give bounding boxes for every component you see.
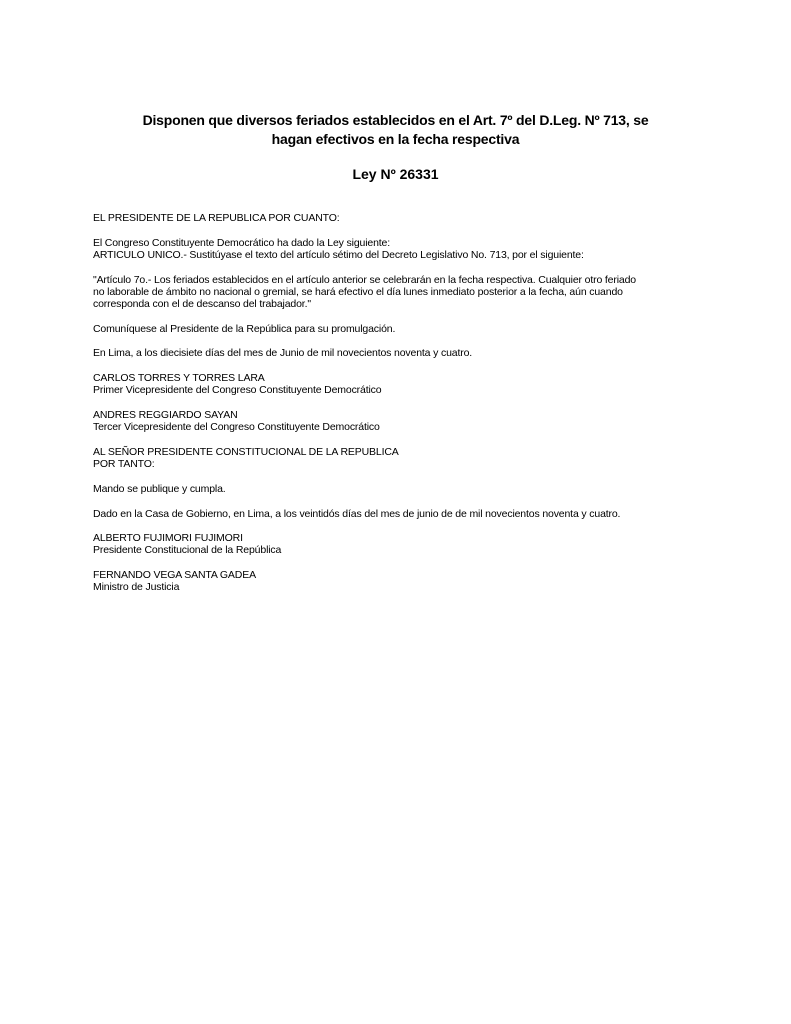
al-senor: AL SEÑOR PRESIDENTE CONSTITUCIONAL DE LA REPUBLICA xyxy=(93,445,399,458)
al-senor-block xyxy=(93,446,713,470)
por-tanto: POR TANTO: xyxy=(93,458,155,471)
signer-3-block xyxy=(93,532,713,556)
comuniquese-paragraph xyxy=(93,323,713,335)
signer-3-name: ALBERTO FUJIMORI FUJIMORI xyxy=(93,532,243,545)
signer-2-title: Tercer Vicepresidente del Congreso Constituyente Democrático xyxy=(93,421,380,434)
law-number: Ley Nº 26331 xyxy=(352,166,439,182)
comuniquese: Comuníquese al Presidente de la República para su promulgación. xyxy=(93,322,396,335)
dado-en-paragraph xyxy=(93,508,713,520)
document-body xyxy=(93,212,713,606)
quote-line-1: "Artículo 7o.- Los feriados establecidos en el artículo anterior se celebrarán en la fecha respectiva. Cualquier otro feriado xyxy=(93,273,636,286)
quote-line-3: corresponda con el de descanso del trabajador." xyxy=(93,298,311,311)
articulo-unico: ARTICULO UNICO.- Sustitúyase el texto del artículo sétimo del Decreto Legislativo No. 713, por el siguiente: xyxy=(93,248,584,261)
quote-line-2: no laborable de ámbito no nacional o gremial, se hará efectivo el día lunes inmediato posterior a la fecha, aún cuando xyxy=(93,285,623,298)
por-cuanto: EL PRESIDENTE DE LA REPUBLICA POR CUANTO: xyxy=(93,212,340,224)
signer-1-title: Primer Vicepresidente del Congreso Constituyente Democrático xyxy=(93,384,382,397)
ley-paragraph xyxy=(93,237,713,261)
por-cuanto-paragraph xyxy=(93,212,713,224)
dado-en: Dado en la Casa de Gobierno, en Lima, a los veintidós días del mes de junio de de mil novecientos noventa y cuatro. xyxy=(93,507,621,520)
lima-date: En Lima, a los diecisiete días del mes de Junio de mil novecientos noventa y cuatro. xyxy=(93,347,473,360)
lima-date-paragraph xyxy=(93,347,713,359)
signer-1-block xyxy=(93,372,713,396)
mando: Mando se publique y cumpla. xyxy=(93,482,226,495)
quoted-article-paragraph xyxy=(93,274,713,311)
title-line-2: hagan efectivos en la fecha respectiva xyxy=(271,131,520,147)
signer-4-block xyxy=(93,569,713,593)
title-line-1: Disponen que diversos feriados establecidos en el Art. 7º del D.Leg. Nº 713, se xyxy=(142,112,649,128)
signer-2-block xyxy=(93,409,713,433)
congreso-line: El Congreso Constituyente Democrático ha dado la Ley siguiente: xyxy=(93,236,390,249)
document-title xyxy=(60,111,731,149)
signer-4-title: Ministro de Justicia xyxy=(93,581,180,594)
signer-2-name: ANDRES REGGIARDO SAYAN xyxy=(93,409,238,422)
signer-3-title: Presidente Constitucional de la República xyxy=(93,544,282,557)
signer-4-name: FERNANDO VEGA SANTA GADEA xyxy=(93,569,256,582)
signer-1-name: CARLOS TORRES Y TORRES LARA xyxy=(93,372,265,385)
mando-paragraph xyxy=(93,483,713,495)
